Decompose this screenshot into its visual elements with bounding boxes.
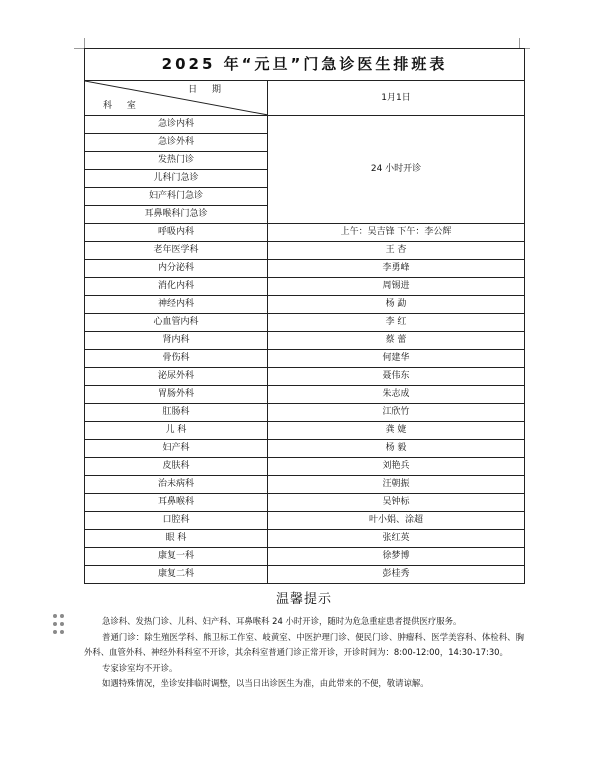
dept-cell: 骨伤科 xyxy=(85,350,268,368)
table-row xyxy=(85,368,525,386)
table-row xyxy=(85,242,525,260)
table-row xyxy=(85,440,525,458)
dept-cell: 眼 科 xyxy=(85,530,268,548)
dept-cell: 康复二科 xyxy=(85,566,268,584)
date-header-label: 日 期 xyxy=(188,85,227,95)
dept-cell: 呼吸内科 xyxy=(85,224,268,242)
reminder-title: 温馨提示 xyxy=(275,592,332,607)
dept-cell: 老年医学科 xyxy=(85,242,268,260)
dept-cell: 耳鼻喉科门急诊 xyxy=(85,206,268,224)
table-row xyxy=(85,530,525,548)
table-row xyxy=(85,350,525,368)
doctor-cell: 吴钟标 xyxy=(268,494,525,512)
dept-cell: 胃肠外科 xyxy=(85,386,268,404)
doctor-cell: 江欣竹 xyxy=(268,404,525,422)
dept-cell: 儿科门急诊 xyxy=(85,170,268,188)
doctor-cell: 何建华 xyxy=(268,350,525,368)
table-row xyxy=(85,296,525,314)
dept-cell: 康复一科 xyxy=(85,548,268,566)
dept-cell: 儿 科 xyxy=(85,422,268,440)
dept-cell: 妇产科门急诊 xyxy=(85,188,268,206)
table-row xyxy=(85,422,525,440)
doctor-cell: 彭桂秀 xyxy=(268,566,525,584)
dept-cell: 急诊内科 xyxy=(85,116,268,134)
table-row xyxy=(85,404,525,422)
dept-header-label: 科 室 xyxy=(103,101,142,111)
date-column-header: 1月1日 xyxy=(268,81,525,116)
page-title: 2025 年“元旦”门急诊医生排班表 xyxy=(85,49,525,81)
doctor-cell: 李 红 xyxy=(268,314,525,332)
dept-cell: 耳鼻喉科 xyxy=(85,494,268,512)
header-diagonal-cell xyxy=(85,81,268,116)
doctor-cell: 刘艳兵 xyxy=(268,458,525,476)
title-row xyxy=(85,49,525,81)
reminder-section xyxy=(84,590,524,692)
allday-cell: 24 小时开诊 xyxy=(268,116,525,224)
doctor-cell: 徐梦博 xyxy=(268,548,525,566)
doctor-cell: 王 杏 xyxy=(268,242,525,260)
dept-cell: 泌尿外科 xyxy=(85,368,268,386)
doctor-cell: 龚 婕 xyxy=(268,422,525,440)
table-row xyxy=(85,548,525,566)
reminder-paragraph: 专家诊室均不开诊。 xyxy=(102,662,178,673)
dept-cell: 神经内科 xyxy=(85,296,268,314)
table-row xyxy=(85,386,525,404)
doctor-cell: 周锡进 xyxy=(268,278,525,296)
doctor-cell: 李勇峰 xyxy=(268,260,525,278)
dept-cell: 口腔科 xyxy=(85,512,268,530)
doctor-cell: 杨 勐 xyxy=(268,296,525,314)
header-row xyxy=(85,81,525,116)
dept-cell: 消化内科 xyxy=(85,278,268,296)
dept-cell: 妇产科 xyxy=(85,440,268,458)
dept-cell: 急诊外科 xyxy=(85,134,268,152)
dept-cell: 发热门诊 xyxy=(85,152,268,170)
doctor-cell: 张红英 xyxy=(268,530,525,548)
dept-cell: 肾内科 xyxy=(85,332,268,350)
doctor-cell: 上午：吴吉锋 下午：李公辉 xyxy=(268,224,525,242)
doctor-cell: 汪朝振 xyxy=(268,476,525,494)
schedule-table xyxy=(84,48,525,584)
table-row xyxy=(85,512,525,530)
doctor-cell: 朱志成 xyxy=(268,386,525,404)
drag-handle-icon[interactable] xyxy=(53,614,65,636)
reminder-paragraph: 如遇特殊情况，坐诊安排临时调整，以当日出诊医生为准，由此带来的不便，敬请谅解。 xyxy=(102,678,429,688)
reminder-paragraph: 普通门诊：除生殖医学科、熊卫标工作室、岐黄室、中医护理门诊、便民门诊、肿瘤科、医学美容科、体检科、胸外科、血管外科、神经外科科室不开诊，其余科室普通门诊正常开诊，开诊时间为：8:00-12:00，14:30-17:30。 xyxy=(84,631,524,657)
doctor-cell: 蔡 蕾 xyxy=(268,332,525,350)
table-row xyxy=(85,476,525,494)
table-row xyxy=(85,494,525,512)
dept-cell: 心血管内科 xyxy=(85,314,268,332)
dept-cell: 内分泌科 xyxy=(85,260,268,278)
doctor-cell: 杨 毅 xyxy=(268,440,525,458)
table-row xyxy=(85,314,525,332)
table-row xyxy=(85,260,525,278)
reminder-paragraph: 急诊科、发热门诊、儿科、妇产科、耳鼻喉科 24 小时开诊，随时为危急重症患者提供医疗服务。 xyxy=(102,616,462,626)
dept-cell: 治未病科 xyxy=(85,476,268,494)
table-row xyxy=(85,566,525,584)
dept-cell: 肛肠科 xyxy=(85,404,268,422)
table-row xyxy=(85,224,525,242)
dept-cell: 皮肤科 xyxy=(85,458,268,476)
table-row xyxy=(85,278,525,296)
table-row xyxy=(85,458,525,476)
table-row xyxy=(85,116,525,134)
doctor-cell: 聂伟东 xyxy=(268,368,525,386)
table-row xyxy=(85,332,525,350)
doctor-cell: 叶小娟、涂超 xyxy=(268,512,525,530)
